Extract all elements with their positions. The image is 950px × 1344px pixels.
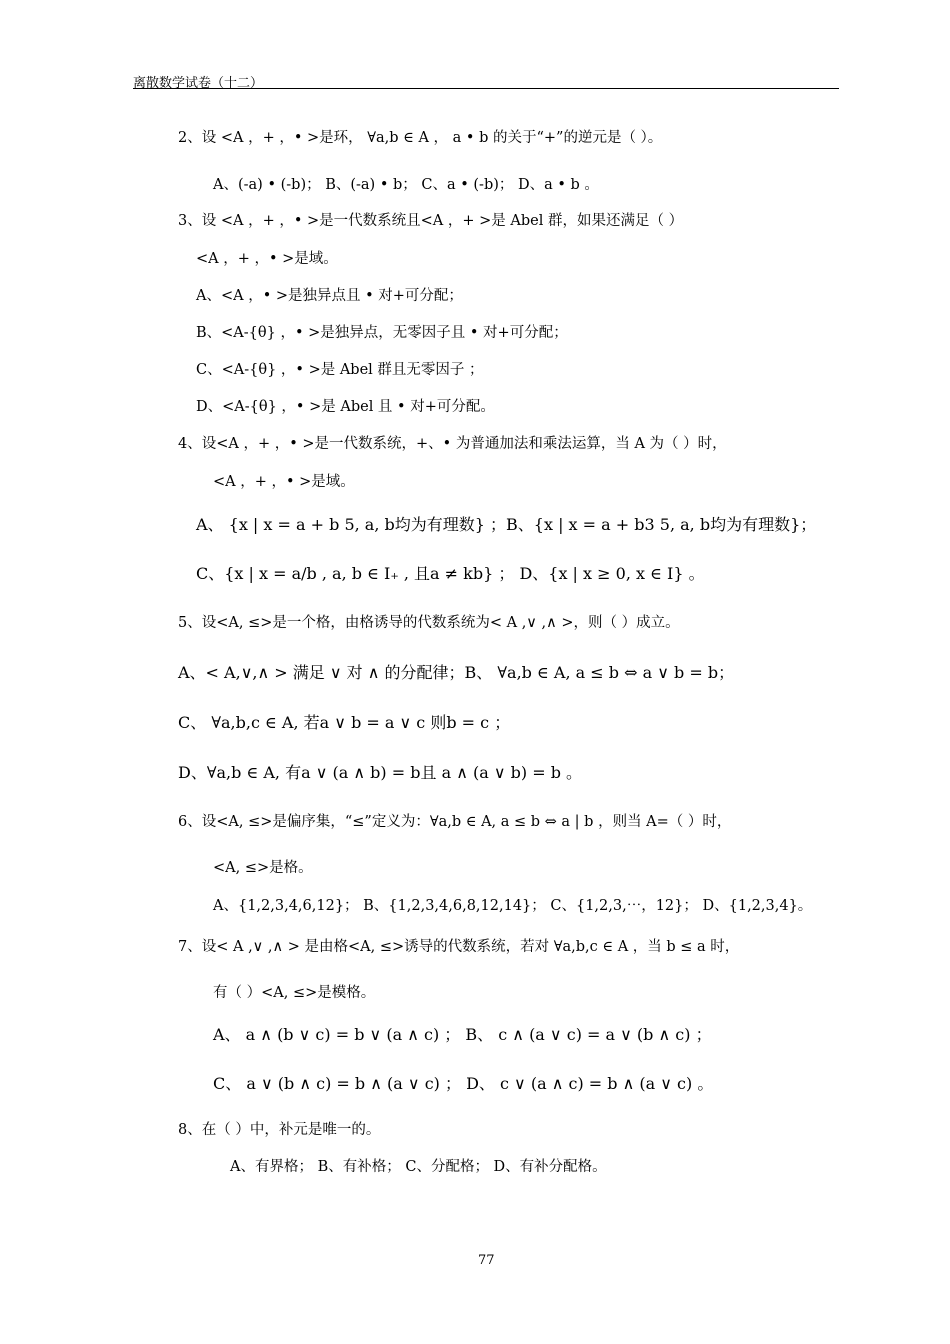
q4-stem: 4、设<A ，+ ，• >是一代数系统，+、• 为普通加法和乘法运算，当 A 为（ ）时， [178, 436, 727, 452]
header-rule [133, 88, 839, 89]
q2-options: A、(-a) • (-b)； B、(-a) • b； C、a • (-b)； D、a • b 。 [213, 177, 599, 193]
q4-options-ab: A、 {x | x = a + b 5, a, b均为有理数} ；B、{x | x = a + b3 5, a, b均为有理数}； [196, 515, 817, 534]
q3-option-b: B、<A-{θ} ，• >是独异点，无零因子且 • 对+可分配； [196, 325, 568, 341]
q3-option-a: A、<A ，• >是独异点且 • 对+可分配； [196, 288, 463, 304]
page-header: 离散数学试卷（十二） [133, 76, 264, 91]
q3-option-d: D、<A-{θ} ，• >是 Abel 且 • 对+可分配。 [196, 399, 495, 415]
q8-options: A、有界格； B、有补格； C、分配格； D、有补分配格。 [230, 1159, 607, 1175]
q4-stem-cont: <A ，+ ，• >是域。 [213, 474, 355, 490]
q3-option-c: C、<A-{θ} ，• >是 Abel 群且无零因子 ； [196, 362, 484, 378]
q5-option-c: C、 ∀a,b,c ∈ A, 若a ∨ b = a ∨ c 则b = c ； [178, 713, 511, 732]
q7-options-cd: C、 a ∨ (b ∧ c) = b ∧ (a ∨ c) ； D、 c ∨ (a ∧ c) = b ∧ (a ∨ c) 。 [213, 1074, 714, 1093]
page-number: 77 [478, 1253, 495, 1268]
q8-stem: 8、在（ ）中，补元是唯一的。 [178, 1122, 381, 1138]
q5-option-d: D、∀a,b ∈ A, 有a ∨ (a ∧ b) = b且 a ∧ (a ∨ b) = b 。 [178, 763, 583, 782]
q3-stem: 3、设 <A ，+ ，• >是一代数系统且<A ，+ >是 Abel 群，如果还满足（ ） [178, 213, 684, 229]
q3-stem-cont: <A ，+ ，• >是域。 [196, 251, 338, 267]
q5-stem: 5、设<A, ≤>是一个格，由格诱导的代数系统为< A ,∨ ,∧ >，则（ ）成立。 [178, 615, 680, 631]
q5-options-ab: A、< A,∨,∧ > 满足 ∨ 对 ∧ 的分配律；B、 ∀a,b ∈ A, a ≤ b ⇔ a ∨ b = b； [178, 663, 735, 682]
q6-options: A、{1,2,3,4,6,12}； B、{1,2,3,4,6,8,12,14}； C、{1,2,3,⋯，12}； D、{1,2,3,4}。 [213, 898, 813, 914]
q2-stem: 2、设 <A ，+ ，• >是环， ∀a,b ∈ A ， a • b 的关于“+”的逆元是（ ）。 [178, 130, 663, 146]
q7-stem: 7、设< A ,∨ ,∧ > 是由格<A, ≤>诱导的代数系统，若对 ∀a,b,c ∈ A ，当 b ≤ a 时， [178, 939, 740, 955]
q4-options-cd: C、{x | x = a/b , a, b ∈ I₊ , 且a ≠ kb} ； D、{x | x ≥ 0, x ∈ I} 。 [196, 564, 705, 583]
q6-stem: 6、设<A, ≤>是偏序集，“≤”定义为：∀a,b ∈ A, a ≤ b ⇔ a | b ，则当 A=（ ）时， [178, 814, 732, 830]
q7-options-ab: A、 a ∧ (b ∨ c) = b ∨ (a ∧ c) ； B、 c ∧ (a ∨ c) = a ∨ (b ∧ c) ； [213, 1025, 712, 1044]
q7-stem-cont: 有（ ）<A, ≤>是模格。 [213, 985, 376, 1001]
q6-stem-cont: <A, ≤>是格。 [213, 860, 313, 876]
